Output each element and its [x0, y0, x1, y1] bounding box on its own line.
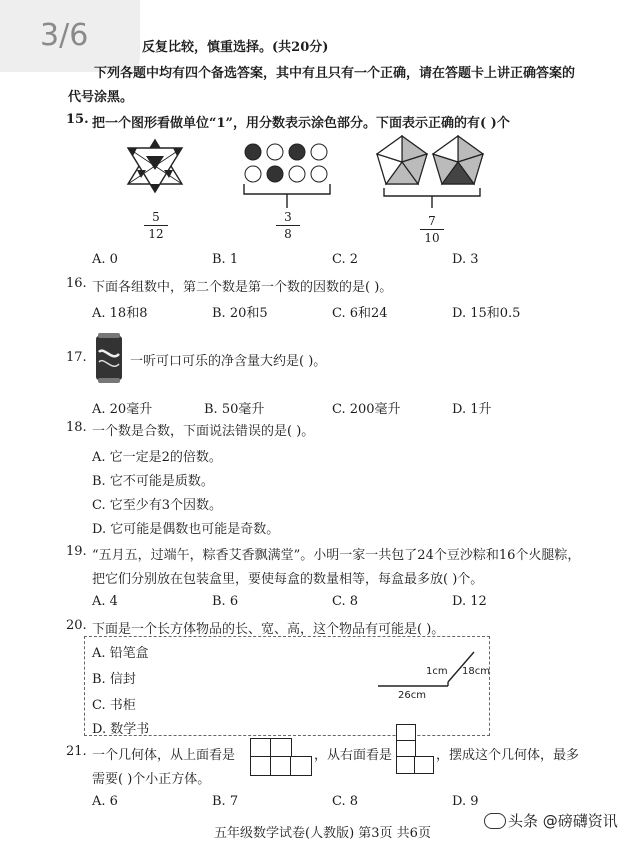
question-16-text: 下面各组数中，第二个数是第一个数的因数的是( )。: [92, 280, 393, 295]
q15-option-a: A. 0: [92, 252, 118, 267]
q16-option-b: B. 20和5: [212, 306, 268, 321]
q21-option-c: C. 8: [332, 794, 359, 809]
question-19-text: “五月五，过端午，粽香艾香飘满堂”。小明一家一共包了24个豆沙粽和16个火腿粽，: [92, 548, 581, 563]
question-18-text: 一个数是合数，下面说法错误的是( )。: [92, 424, 315, 439]
q17-option-c: C. 200毫升: [332, 402, 401, 417]
dimension-height-label: 1cm: [426, 666, 448, 677]
question-21-text-b: ，从右面看是: [314, 748, 393, 763]
section-instruction-cont: 代号涂黑。: [68, 90, 134, 105]
q17-option-d: D. 1升: [452, 402, 492, 417]
q15-option-d: D. 3: [452, 252, 479, 267]
cola-can-icon: [94, 332, 124, 384]
q18-option-a: A. 它一定是2的倍数。: [92, 450, 222, 465]
q20-option-c: C. 书柜: [92, 698, 136, 713]
question-15-text: 把一个图形看做单位“1”，用分数表示涂色部分。下面表示正确的有( )个: [92, 116, 510, 131]
q16-option-a: A. 18和8: [92, 306, 148, 321]
dimension-width-label: 18cm: [462, 666, 490, 677]
question-15-number: 15.: [66, 112, 89, 127]
question-21-text-a: 一个几何体，从上面看是: [92, 748, 236, 763]
q18-option-c: C. 它至少有3个因数。: [92, 498, 223, 513]
fraction-3-8: 3 8: [276, 210, 300, 241]
question-20-text: 下面是一个长方体物品的长、宽、高，这个物品有可能是( )。: [92, 622, 445, 637]
question-21-text-cont: 需要( )个小正方体。: [92, 772, 211, 787]
page-footer: 五年级数学试卷(人教版) 第3页 共6页: [214, 826, 431, 841]
pentagons-figure: [374, 134, 490, 210]
question-21-number: 21.: [66, 744, 87, 759]
q18-option-d: D. 它可能是偶数也可能是奇数。: [92, 522, 280, 537]
q20-option-d: D. 数学书: [92, 722, 150, 737]
section-instruction: 下列各题中均有四个备选答案，其中有且只有一个正确，请在答题卡上讲正确答案的: [94, 66, 576, 81]
question-18-number: 18.: [66, 420, 87, 435]
q18-option-b: B. 它不可能是质数。: [92, 474, 214, 489]
question-19-text-cont: 把它们分别放在包装盒里，要使每盒的数量相等，每盒最多放( )个。: [92, 572, 484, 587]
question-19-number: 19.: [66, 544, 87, 559]
q20-option-a: A. 铅笔盒: [92, 646, 149, 661]
q20-option-b: B. 信封: [92, 672, 136, 687]
q21-option-b: B. 7: [212, 794, 239, 809]
q15-option-c: C. 2: [332, 252, 359, 267]
q17-option-a: A. 20毫升: [92, 402, 153, 417]
q16-option-c: C. 6和24: [332, 306, 388, 321]
fraction-7-10: 7 10: [420, 214, 444, 245]
fraction-5-12: 5 12: [144, 210, 168, 241]
q19-option-d: D. 12: [452, 594, 487, 609]
chat-bubble-icon: [484, 813, 506, 829]
dimension-length-label: 26cm: [398, 690, 426, 701]
question-20-number: 20.: [66, 618, 87, 633]
q19-option-c: C. 8: [332, 594, 359, 609]
question-21-text-c: ，摆成这个几何体，最多: [436, 748, 580, 763]
star-triangles-figure: [124, 138, 186, 194]
watermark-text: 头条 @磅礴资讯: [508, 812, 618, 830]
q19-option-a: A. 4: [92, 594, 118, 609]
q15-option-b: B. 1: [212, 252, 239, 267]
section-heading: 反复比较，慎重选择。(共20分): [142, 40, 329, 55]
q17-option-b: B. 50毫升: [204, 402, 265, 417]
circles-figure: [240, 140, 334, 212]
question-16-number: 16.: [66, 276, 87, 291]
q21-option-d: D. 9: [452, 794, 479, 809]
question-17-number: 17.: [66, 350, 87, 365]
q19-option-b: B. 6: [212, 594, 239, 609]
q16-option-d: D. 15和0.5: [452, 306, 521, 321]
page-indicator-text: 3/6: [40, 18, 89, 53]
q21-option-a: A. 6: [92, 794, 118, 809]
question-17-text: 一听可口可乐的净含量大约是( )。: [130, 354, 327, 369]
